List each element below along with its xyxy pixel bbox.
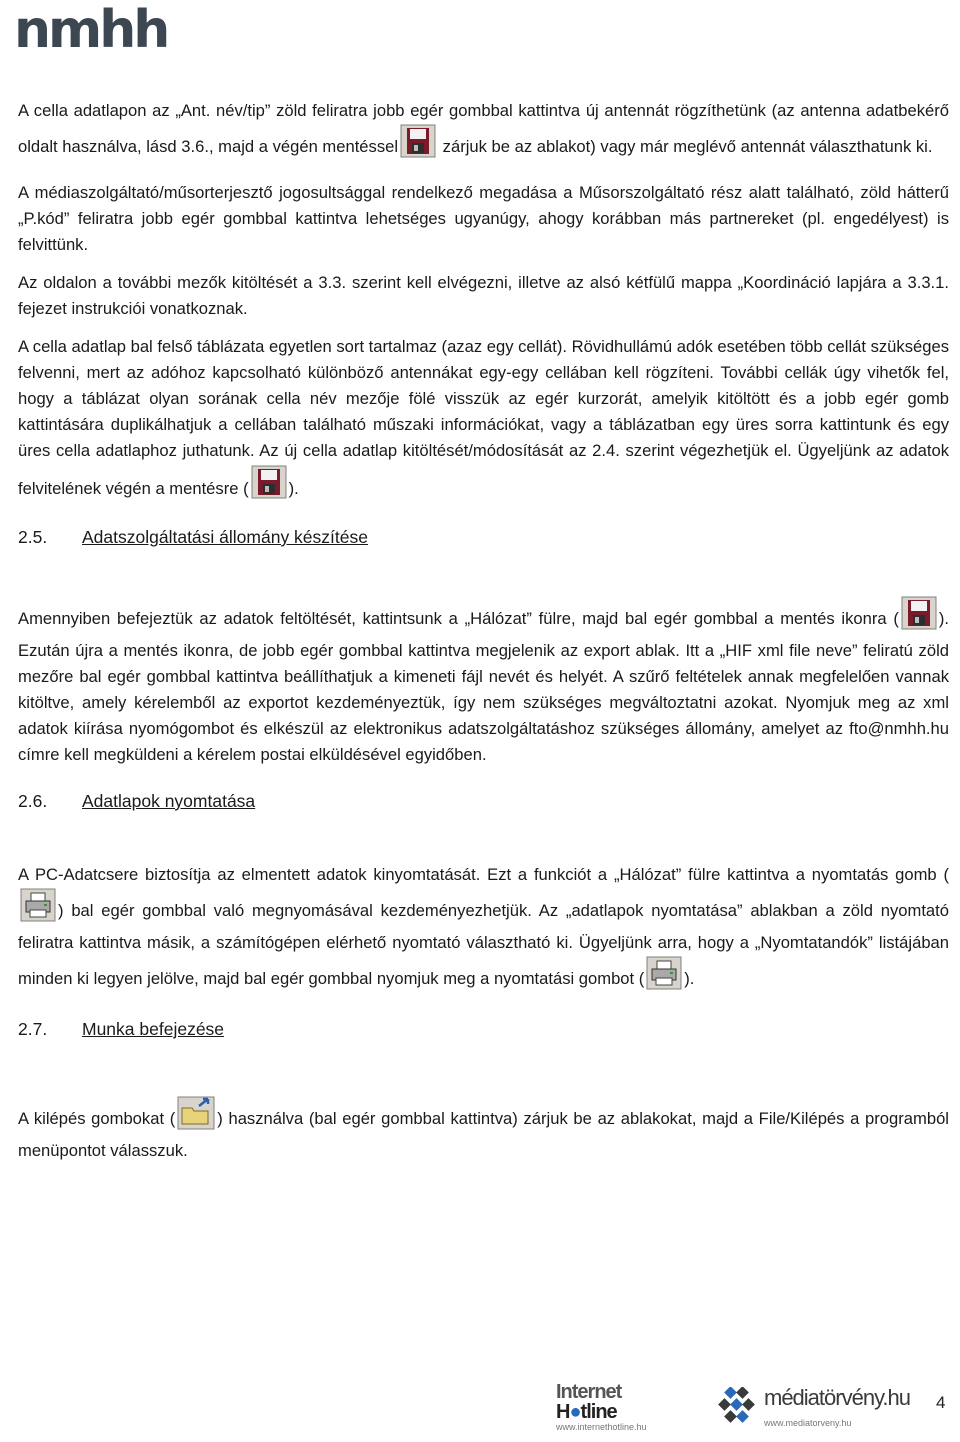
section-number: 2.7. [18,1019,48,1039]
paragraph-antenna: A cella adatlapon az „Ant. név/tip” zöld feliratra jobb egér gombbal kattintva új antennát rögzíthetünk (az antenna adatbekérő oldalt használva, lásd 3.6., majd a végén mentéssel zárjuk be az ablakot) vagy már meglévő antennát választhatunk ki. [18,98,949,166]
section-number: 2.6. [18,791,48,811]
printer-icon [646,956,682,998]
hotline-url: www.internethotline.hu [556,1422,647,1432]
section-number: 2.5. [18,527,48,547]
save-floppy-icon [901,596,937,638]
paragraph-mentes: Amennyiben befejeztük az adatok feltöltését, kattintsunk a „Hálózat” fülre, majd bal egér gombbal a mentés ikonra ( ). Ezután újra a mentés ikonra, de jobb egér gombbal kattintva megjelenik az export ablak. Itt a „HIF xml file neve” feliratú zöld mezőre bal egér gombbal kattintva beállíthatjuk a kimeneti fájl nevét és helyét. A szűrő feltételek annak megfelelően vannak kitöltve, amely kérelemből az exportot kezdeményeztük, így nem szükséges megváltoztatni azokat. Nyomjuk meg az xml adatok kiírása nyomógombot és elkészül az elektronikus adatszolgáltatáshoz szükséges állomány, amelyet az fto@nmhh.hu címre kell megküldeni a kérelem postai elküldésével egyidőben. [18,596,949,768]
section-title: Adatlapok nyomtatása [82,791,256,811]
paragraph-nyomtatas: A PC-Adatcsere biztosítja az elmentett adatok kinyomtatását. Ezt a funkciót a „Hálózat” fülre kattintva a nyomtatás gomb () bal egér gombbal való megnyomásával kezdeményezhetjük. Az „adatlapok nyomtatása” ablakban a zöld nyomtató feliratra kattintva másik, a számítógépen elérhető nyomtató választható ki. Ügyeljünk arra, hogy a „Nyomtatandók” listájában minden ki legyen jelölve, majd bal egér gombbal nyomjuk meg a nyomtatási gombot ( ). [18,862,949,998]
printer-icon [20,888,56,930]
section-heading-2-6 [18,788,949,814]
diamond-pattern-icon [712,1387,760,1423]
section-heading-2-7 [18,1016,949,1042]
paragraph-cella-adatlap: A cella adatlap bal felső táblázata egyetlen sort tartalmaz (azaz egy cellát). Rövidhullámú adók esetében több cellát szükséges felvenni, mert az adóhoz kapcsolható különböző antennákat egy-egy cellában kell rögzíteni. További cellák úgy vihetők fel, hogy a táblázat olyan sorának cella név mezője fölé visszük az egér kurzorát, amelyik kitöltött és a jobb egér gomb kattintására duplikálhatjuk a cellában található műszaki információkat, vagy a táblázatban egy üres sorra kattintunk és egy üres cella adatlaphoz juthatunk. Az új cella adatlap kitöltését/módosítását az 2.4. szerint végezhetjük el. Ügyeljünk az adatok felvitelének végén a mentésre ( ). [18,334,949,508]
hotline-circle-icon: ● [569,1401,581,1423]
save-floppy-icon [400,124,436,166]
nmhh-logo: nmhh [14,0,168,60]
mediatorveny-url: www.mediatorveny.hu [764,1418,852,1428]
page-footer: Internet H●tline www.internethotline.hu médiatörvény.hu www.mediatorveny.hu 4 [556,1381,946,1432]
paragraph-oldal-mezok: Az oldalon a további mezők kitöltését a 3.3. szerint kell elvégezni, illetve az alsó kétfülű mappa „Koordináció lapjára a 3.3.1. fejezet instrukciói vonatkoznak. [18,273,949,318]
save-floppy-icon [251,464,287,508]
page-number: 4 [936,1393,946,1412]
internet-hotline-logo: Internet H●tline www.internethotline.hu [556,1383,696,1432]
section-heading-2-5 [18,524,949,550]
section-title: Munka befejezése [82,1019,225,1039]
document-body [18,98,949,1164]
section-title: Adatszolgáltatási állomány készítése [82,527,368,547]
paragraph-mediaszolgaltato: A médiaszolgáltató/műsorterjesztő jogosultsággal rendelkező megadása a Műsorszolgáltató rész alatt található, zöld hátterű „P.kód” feliratra jobb egér gombbal kattintva lehetséges ugyanúgy, ahogy korábban más partnereket (pl. engedélyest) is felvittünk. [18,183,949,254]
exit-folder-icon [177,1096,215,1138]
paragraph-kilepes: A kilépés gombokat ( ) használva (bal egér gombbal kattintva) zárjuk be az ablakokat, majd a File/Kilépés a programból menüpontot válasszuk. [18,1096,949,1164]
